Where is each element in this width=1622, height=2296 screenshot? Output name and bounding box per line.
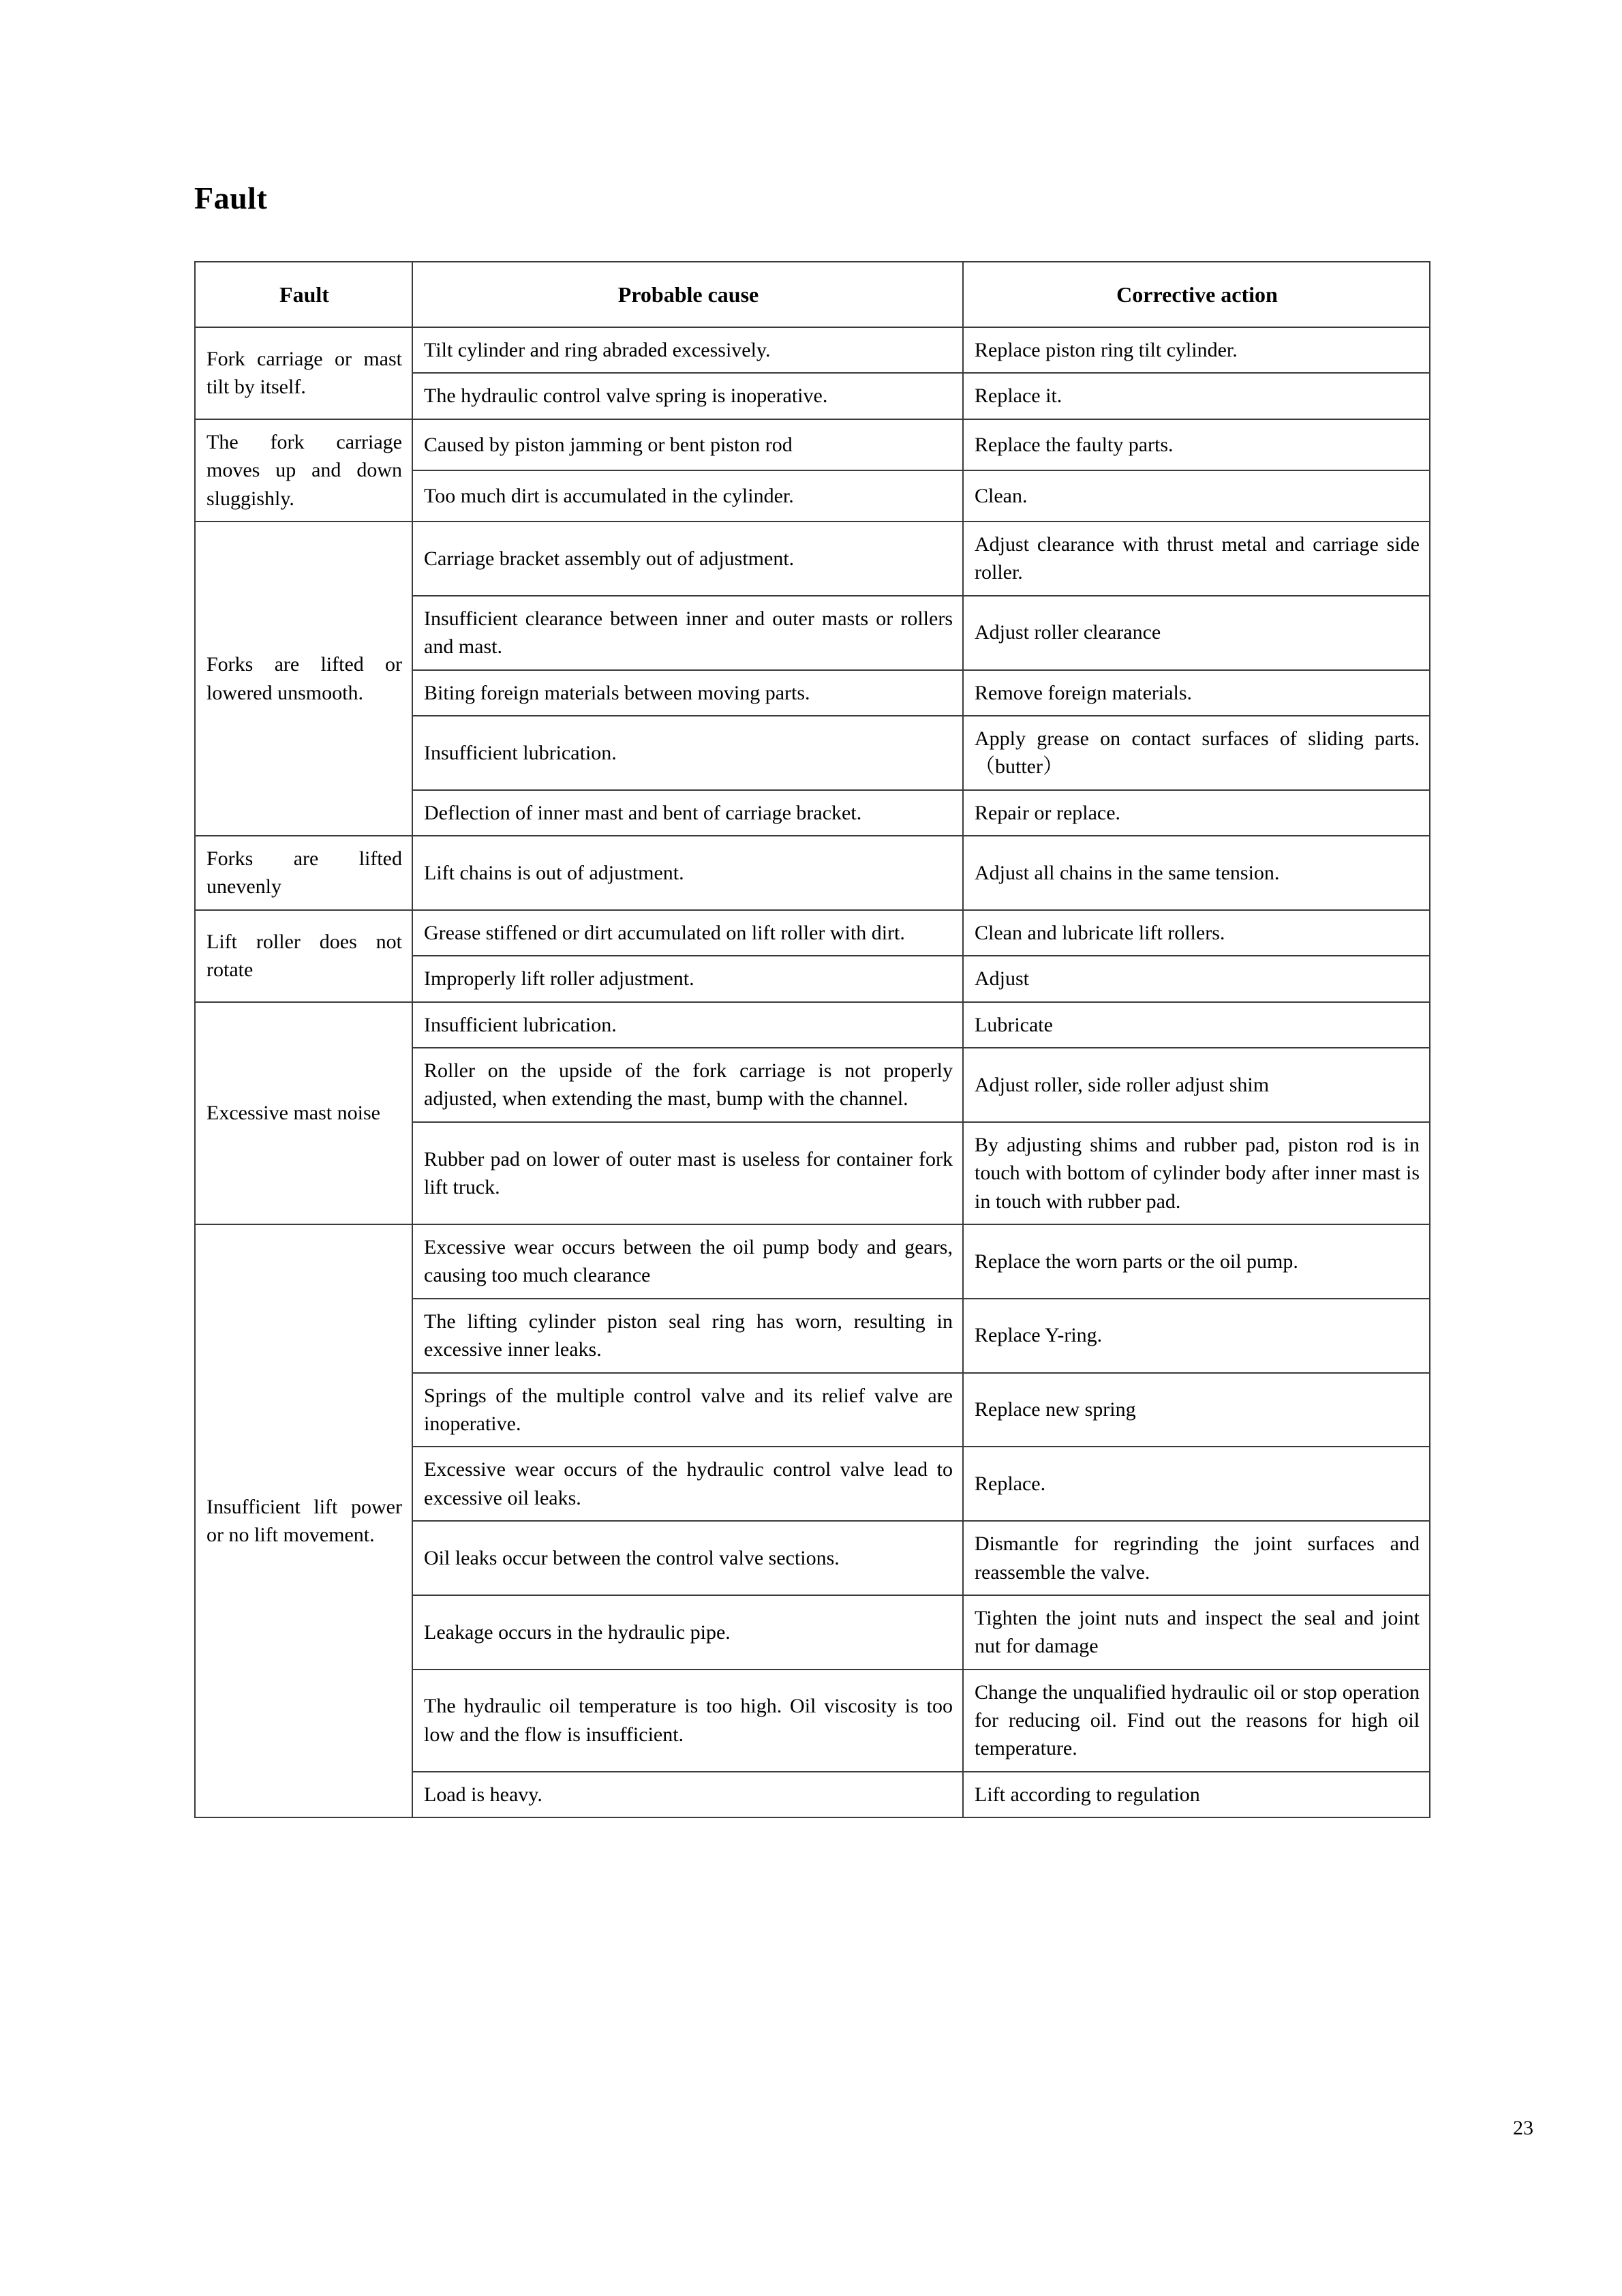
fault-troubleshooting-table — [194, 261, 1430, 1818]
corrective-action-cell: Lubricate — [963, 1002, 1430, 1048]
probable-cause-cell: Excessive wear occurs between the oil pump body and gears, causing too much clearance — [412, 1224, 963, 1299]
fault-cell: The fork carriage moves up and down sluggishly. — [195, 419, 412, 522]
corrective-action-cell: Adjust all chains in the same tension. — [963, 836, 1430, 910]
corrective-action-cell: Adjust roller clearance — [963, 596, 1430, 670]
table-row — [195, 1224, 1430, 1299]
probable-cause-cell: Roller on the upside of the fork carriage is not properly adjusted, when extending the mast, bump with the channel. — [412, 1048, 963, 1122]
column-header-probable-cause: Probable cause — [412, 262, 963, 327]
fault-cell: Forks are lifted unevenly — [195, 836, 412, 910]
probable-cause-cell: Springs of the multiple control valve and its relief valve are inoperative. — [412, 1373, 963, 1447]
corrective-action-cell: Replace the faulty parts. — [963, 419, 1430, 470]
probable-cause-cell: The hydraulic control valve spring is inoperative. — [412, 373, 963, 419]
table-header-row — [195, 262, 1430, 327]
table-row — [195, 327, 1430, 373]
fault-cell: Insufficient lift power or no lift movement. — [195, 1224, 412, 1817]
probable-cause-cell: Oil leaks occur between the control valve sections. — [412, 1521, 963, 1595]
probable-cause-cell: The hydraulic oil temperature is too high. Oil viscosity is too low and the flow is insufficient. — [412, 1670, 963, 1772]
corrective-action-cell: Replace piston ring tilt cylinder. — [963, 327, 1430, 373]
table-row — [195, 836, 1430, 910]
probable-cause-cell: Excessive wear occurs of the hydraulic control valve lead to excessive oil leaks. — [412, 1447, 963, 1521]
probable-cause-cell: Rubber pad on lower of outer mast is useless for container fork lift truck. — [412, 1122, 963, 1224]
fault-cell: Lift roller does not rotate — [195, 910, 412, 1002]
table-row — [195, 419, 1430, 470]
probable-cause-cell: Insufficient clearance between inner and outer masts or rollers and mast. — [412, 596, 963, 670]
corrective-action-cell: Clean and lubricate lift rollers. — [963, 910, 1430, 956]
table-row — [195, 910, 1430, 956]
table-row — [195, 522, 1430, 596]
fault-cell: Forks are lifted or lowered unsmooth. — [195, 522, 412, 836]
fault-cell: Excessive mast noise — [195, 1002, 412, 1224]
corrective-action-cell: Adjust roller, side roller adjust shim — [963, 1048, 1430, 1122]
probable-cause-cell: Caused by piston jamming or bent piston rod — [412, 419, 963, 470]
corrective-action-cell: Tighten the joint nuts and inspect the seal and joint nut for damage — [963, 1595, 1430, 1670]
corrective-action-cell: Clean. — [963, 470, 1430, 522]
probable-cause-cell: Leakage occurs in the hydraulic pipe. — [412, 1595, 963, 1670]
corrective-action-cell: Lift according to regulation — [963, 1772, 1430, 1817]
corrective-action-cell: Repair or replace. — [963, 790, 1430, 836]
fault-cell: Fork carriage or mast tilt by itself. — [195, 327, 412, 419]
probable-cause-cell: Biting foreign materials between moving parts. — [412, 670, 963, 716]
corrective-action-cell: Adjust — [963, 956, 1430, 1001]
probable-cause-cell: Insufficient lubrication. — [412, 716, 963, 790]
probable-cause-cell: Tilt cylinder and ring abraded excessively. — [412, 327, 963, 373]
probable-cause-cell: Carriage bracket assembly out of adjustment. — [412, 522, 963, 596]
probable-cause-cell: Too much dirt is accumulated in the cylinder. — [412, 470, 963, 522]
corrective-action-cell: Change the unqualified hydraulic oil or stop operation for reducing oil. Find out the reasons for high oil temperature. — [963, 1670, 1430, 1772]
table-header — [195, 262, 1430, 327]
probable-cause-cell: Improperly lift roller adjustment. — [412, 956, 963, 1001]
corrective-action-cell: Replace new spring — [963, 1373, 1430, 1447]
table-body — [195, 327, 1430, 1817]
corrective-action-cell: Replace. — [963, 1447, 1430, 1521]
corrective-action-cell: Replace the worn parts or the oil pump. — [963, 1224, 1430, 1299]
probable-cause-cell: Insufficient lubrication. — [412, 1002, 963, 1048]
page-title: Fault — [194, 181, 268, 215]
corrective-action-cell: Replace Y-ring. — [963, 1299, 1430, 1373]
column-header-fault: Fault — [195, 262, 412, 327]
corrective-action-cell: Adjust clearance with thrust metal and carriage side roller. — [963, 522, 1430, 596]
probable-cause-cell: Load is heavy. — [412, 1772, 963, 1817]
corrective-action-cell: Dismantle for regrinding the joint surfaces and reassemble the valve. — [963, 1521, 1430, 1595]
probable-cause-cell: The lifting cylinder piston seal ring has worn, resulting in excessive inner leaks. — [412, 1299, 963, 1373]
table-row — [195, 1002, 1430, 1048]
column-header-corrective-action: Corrective action — [963, 262, 1430, 327]
page-number: 23 — [1513, 2117, 1533, 2139]
probable-cause-cell: Grease stiffened or dirt accumulated on lift roller with dirt. — [412, 910, 963, 956]
corrective-action-cell: Replace it. — [963, 373, 1430, 419]
corrective-action-cell: By adjusting shims and rubber pad, piston rod is in touch with bottom of cylinder body after inner mast is in touch with rubber pad. — [963, 1122, 1430, 1224]
probable-cause-cell: Lift chains is out of adjustment. — [412, 836, 963, 910]
corrective-action-cell: Remove foreign materials. — [963, 670, 1430, 716]
corrective-action-cell: Apply grease on contact surfaces of sliding parts.（butter） — [963, 716, 1430, 790]
probable-cause-cell: Deflection of inner mast and bent of carriage bracket. — [412, 790, 963, 836]
